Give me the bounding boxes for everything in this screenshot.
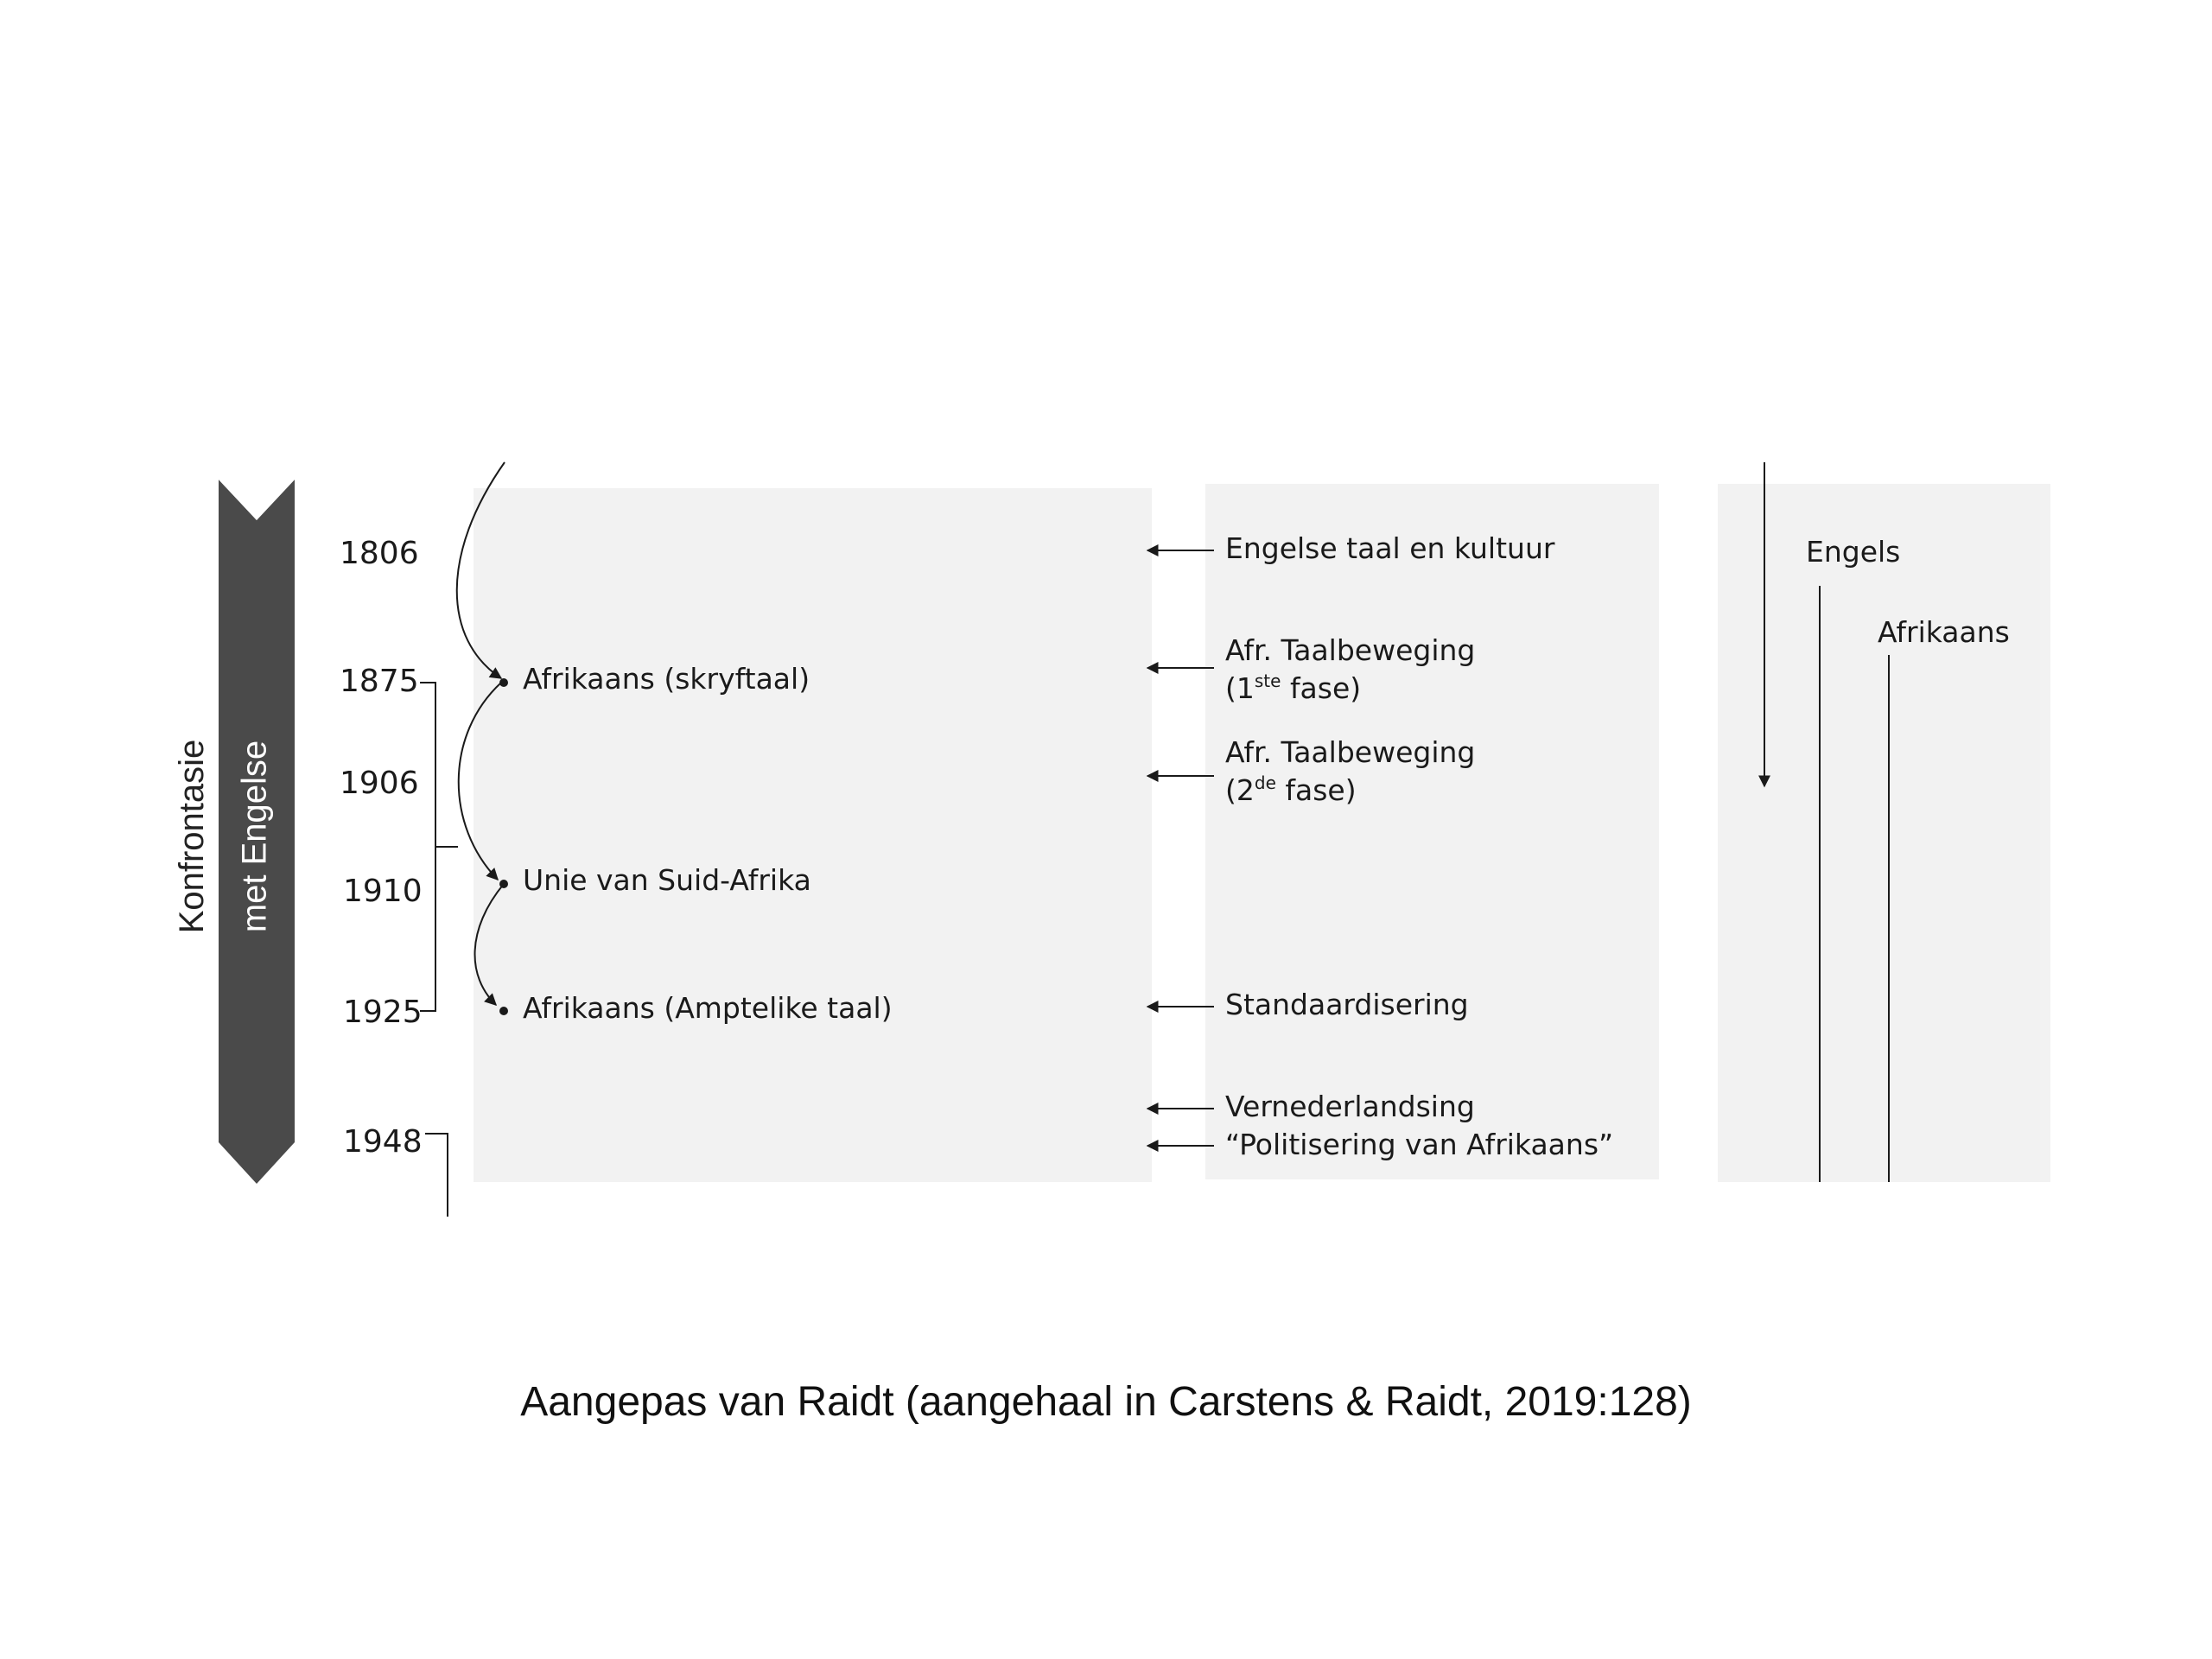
side-label-outer: Konfrontasie: [173, 739, 211, 934]
influence-politisering: “Politisering van Afrikaans”: [1225, 1128, 1614, 1161]
language-engels: Engels: [1806, 535, 1901, 569]
event-afrikaans-amptelik: Afrikaans (Amptelike taal): [523, 991, 893, 1025]
influence-taalbeweging1-phase: (1ste fase): [1225, 671, 1362, 705]
year-1910: 1910: [343, 874, 423, 909]
influence-taalbeweging1: Afr. Taalbeweging: [1225, 633, 1476, 667]
event-afrikaans-skryftaal: Afrikaans (skryftaal): [523, 662, 810, 696]
year-1948: 1948: [343, 1124, 423, 1160]
events-panel: [474, 488, 1152, 1182]
event-dot: [499, 880, 508, 888]
bracket-1948: [425, 1134, 448, 1217]
language-afrikaans: Afrikaans: [1878, 615, 2010, 649]
influence-vernederlandsing: Vernederlandsing: [1225, 1090, 1475, 1123]
influence-taalbeweging2: Afr. Taalbeweging: [1225, 735, 1476, 769]
year-1806: 1806: [340, 536, 419, 571]
side-label-inner: met Engelse: [235, 740, 274, 933]
year-1925: 1925: [343, 995, 423, 1030]
event-unie: Unie van Suid-Afrika: [523, 863, 811, 897]
languages-panel: [1718, 484, 2050, 1182]
period-bracket: [420, 683, 458, 1011]
caption: Aangepas van Raidt (aangehaal in Carstens & Raidt, 2019:128): [520, 1379, 1692, 1425]
event-dot: [499, 678, 508, 687]
event-dot: [499, 1007, 508, 1015]
influence-taalbeweging2-phase: (2de fase): [1225, 772, 1357, 807]
influence-standaardisering: Standaardisering: [1225, 988, 1469, 1021]
year-1906: 1906: [340, 766, 419, 801]
influences-panel: [1205, 484, 1659, 1179]
year-1875: 1875: [340, 664, 419, 699]
influence-engelse: Engelse taal en kultuur: [1225, 531, 1555, 565]
